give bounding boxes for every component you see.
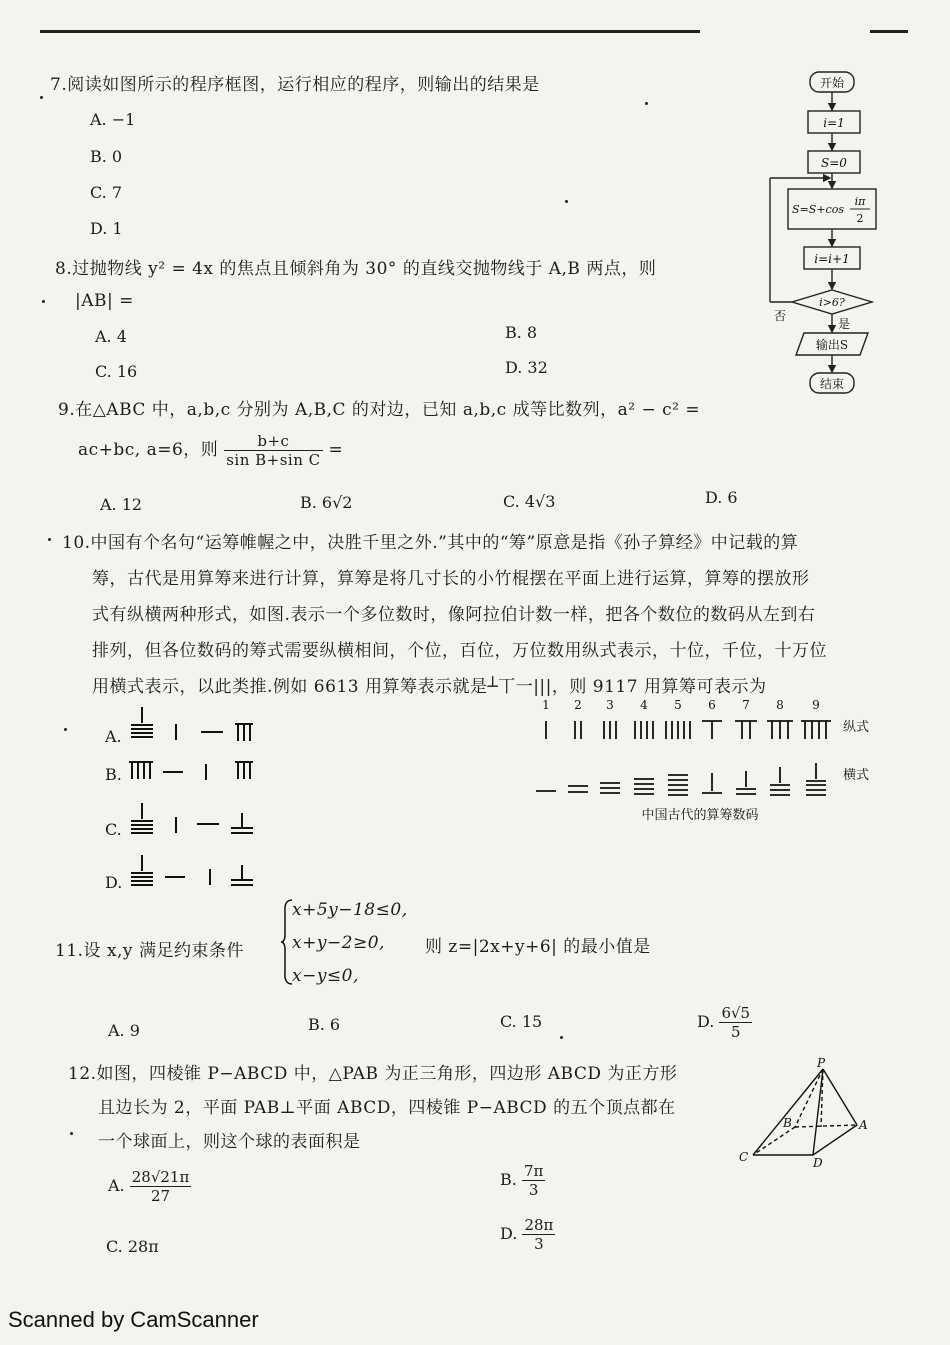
q10-line2: 筹，古代是用算筹来进行计算，算筹是将几寸长的小竹棍摆在平面上进行运算，算筹的摆放形 xyxy=(92,569,810,589)
q9-option-a: A. 12 xyxy=(100,495,143,514)
q9-frac-den: sin B+sin C xyxy=(226,451,321,469)
q10-rod-numeral-chart xyxy=(530,695,880,825)
q12-option-b-label: B. xyxy=(500,1170,517,1189)
q12-line1: 12.如图，四棱锥 P−ABCD 中，△PAB 为正三角形，四边形 ABCD 为正方形 xyxy=(68,1064,678,1084)
rod-d-units xyxy=(231,865,253,885)
q12-a-den: 27 xyxy=(150,1187,171,1205)
q11-constraint-3: x−y≤0, xyxy=(292,966,359,986)
q12-d-den: 3 xyxy=(534,1235,544,1253)
flow-condition-label: i>6? xyxy=(819,296,845,309)
pyramid-label-c: C xyxy=(739,1150,749,1164)
flow-init-i-label: i=1 xyxy=(823,116,845,130)
q9-option-b: B. 6√2 xyxy=(300,493,353,512)
digit-label-2: 2 xyxy=(574,698,582,712)
flow-update-den: 2 xyxy=(856,212,864,225)
digit-label-6: 6 xyxy=(708,698,716,712)
flow-output-label: 输出S xyxy=(815,338,849,352)
rod-chart-caption: 中国古代的算筹数码 xyxy=(641,808,759,823)
q10-option-b: B. xyxy=(105,765,122,784)
q9-stem-line2 xyxy=(78,432,343,469)
q11-option-d-label: D. xyxy=(697,1012,715,1031)
q11-d-den: 5 xyxy=(730,1023,741,1041)
q8-option-d: D. 32 xyxy=(505,358,548,377)
q12-d-num: 28π xyxy=(524,1216,554,1234)
scan-speck xyxy=(42,300,45,303)
scan-top-rule-right xyxy=(870,30,908,33)
scan-speck xyxy=(565,200,568,203)
q9-prefix: ac+bc, a=6，则 xyxy=(78,440,219,460)
q12-option-a xyxy=(108,1168,191,1205)
q9-stem-line1: 9.在△ABC 中，a,b,c 分别为 A,B,C 的对边，已知 a,b,c 成等比数列，a² − c² = xyxy=(58,400,701,420)
rod-d-thousands xyxy=(131,855,153,885)
horizontal-form-label: 横式 xyxy=(842,768,870,783)
scan-speck xyxy=(48,538,51,541)
q11-d-num: 6√5 xyxy=(721,1004,751,1022)
q12-b-den: 3 xyxy=(528,1181,539,1199)
flow-update-label: S=S+cos xyxy=(792,203,844,216)
q12-option-a-fraction xyxy=(130,1168,192,1205)
q9-option-d: D. 6 xyxy=(705,488,738,507)
q10-option-d: D. xyxy=(105,873,123,892)
rod-c-thousands xyxy=(131,803,153,833)
q8-option-b: B. 8 xyxy=(505,323,538,342)
flow-increment-label: i=i+1 xyxy=(814,252,850,266)
digit-label-4: 4 xyxy=(640,698,648,712)
digit-label-1: 1 xyxy=(542,698,550,712)
q10-line5: 用横式表示，以此类推.例如 6613 用算筹表示就是┴丅一|||，则 9117 用算筹可表示为 xyxy=(92,677,767,697)
vertical-rods xyxy=(546,721,831,739)
q7-option-a: A. −1 xyxy=(90,110,136,129)
q11-constraint-2: x+y−2≥0, xyxy=(292,933,385,953)
q7-option-c: C. 7 xyxy=(90,183,123,202)
q10-option-c: C. xyxy=(105,820,122,839)
digit-label-5: 5 xyxy=(674,698,682,712)
flow-update-num: iπ xyxy=(854,195,866,208)
scan-top-rule xyxy=(40,30,700,33)
digit-label-9: 9 xyxy=(812,698,820,712)
q8-stem-line2: |AB| = xyxy=(75,291,134,311)
q11-prefix: 11.设 x,y 满足约束条件 xyxy=(55,941,244,961)
pyramid-label-a: A xyxy=(859,1118,868,1132)
rod-a-units xyxy=(235,724,253,741)
q12-line2: 且边长为 2，平面 PAB⊥平面 ABCD，四棱锥 P−ABCD 的五个顶点都在 xyxy=(98,1098,676,1118)
q12-option-d xyxy=(500,1216,555,1253)
q11-suffix: 则 z=|2x+y+6| 的最小值是 xyxy=(425,937,651,957)
q8-option-a: A. 4 xyxy=(95,327,127,346)
q7-option-d: D. 1 xyxy=(90,219,123,238)
pyramid-label-d: D xyxy=(813,1156,823,1170)
scanner-watermark: Scanned by CamScanner xyxy=(8,1307,259,1332)
vertical-form-label: 纵式 xyxy=(842,720,870,735)
q12-a-num: 28√21π xyxy=(131,1168,190,1186)
q10-line1: 10.中国有个名句“运筹帷幄之中，决胜千里之外.”其中的“筹”原意是指《孙子算经》中记载的算 xyxy=(62,533,799,553)
scan-speck xyxy=(40,96,43,99)
q12-pyramid-figure xyxy=(735,1055,875,1170)
q11-option-b: B. 6 xyxy=(308,1015,341,1034)
rod-b-thousands xyxy=(129,762,153,779)
q11-option-d xyxy=(697,1004,752,1041)
q11-option-d-fraction xyxy=(719,1004,752,1041)
q7-option-b: B. 0 xyxy=(90,147,123,166)
q9-suffix: = xyxy=(328,440,344,460)
q9-fraction xyxy=(224,432,322,469)
q12-option-c: C. 28π xyxy=(106,1237,159,1256)
digit-label-3: 3 xyxy=(606,698,614,712)
rod-c-units xyxy=(231,813,253,833)
q12-b-num: 7π xyxy=(523,1162,544,1180)
q10-option-a: A. xyxy=(105,727,122,746)
scan-speck xyxy=(645,102,648,105)
rod-b-units xyxy=(235,762,253,779)
q10-option-rods xyxy=(125,705,265,895)
q12-option-b-fraction xyxy=(522,1162,545,1199)
digit-label-8: 8 xyxy=(776,698,784,712)
scan-speck xyxy=(64,728,67,731)
scan-speck xyxy=(560,1036,563,1039)
flow-no-label: 否 xyxy=(773,309,787,323)
q7-stem: 7.阅读如图所示的程序框图，运行相应的程序，则输出的结果是 xyxy=(50,75,540,95)
q9-option-c: C. 4√3 xyxy=(503,492,556,511)
flow-start-label: 开始 xyxy=(819,76,845,90)
q7-flowchart xyxy=(760,68,890,398)
q12-option-d-label: D. xyxy=(500,1224,518,1243)
horizontal-rods xyxy=(536,763,826,795)
q11-option-c: C. 15 xyxy=(500,1012,543,1031)
q10-line3: 式有纵横两种形式，如图.表示一个多位数时，像阿拉伯计数一样，把各个数位的数码从左到右 xyxy=(92,605,816,625)
flow-init-s-label: S=0 xyxy=(821,156,847,170)
q9-frac-num: b+c xyxy=(224,432,322,451)
scan-speck xyxy=(70,1132,73,1135)
flow-yes-label: 是 xyxy=(837,317,851,331)
q8-option-c: C. 16 xyxy=(95,362,138,381)
q12-line3: 一个球面上，则这个球的表面积是 xyxy=(98,1132,361,1152)
digit-label-7: 7 xyxy=(742,698,750,712)
q12-option-a-label: A. xyxy=(108,1176,125,1195)
q12-option-b xyxy=(500,1162,545,1199)
q10-line4: 排列，但各位数码的筹式需要纵横相间，个位，百位，万位数用纵式表示，十位，千位，十万位 xyxy=(92,641,827,661)
pyramid-label-p: P xyxy=(817,1056,826,1070)
q11-constraint-1: x+5y−18≤0, xyxy=(292,900,408,920)
q8-stem-line1: 8.过抛物线 y² = 4x 的焦点且倾斜角为 30° 的直线交抛物线于 A,B 两点，则 xyxy=(55,259,657,279)
flow-end-label: 结束 xyxy=(819,377,845,391)
q12-option-d-fraction xyxy=(522,1216,555,1253)
pyramid-label-b: B xyxy=(783,1116,792,1130)
q11-option-a: A. 9 xyxy=(108,1021,140,1040)
rod-a-thousands xyxy=(131,707,153,737)
